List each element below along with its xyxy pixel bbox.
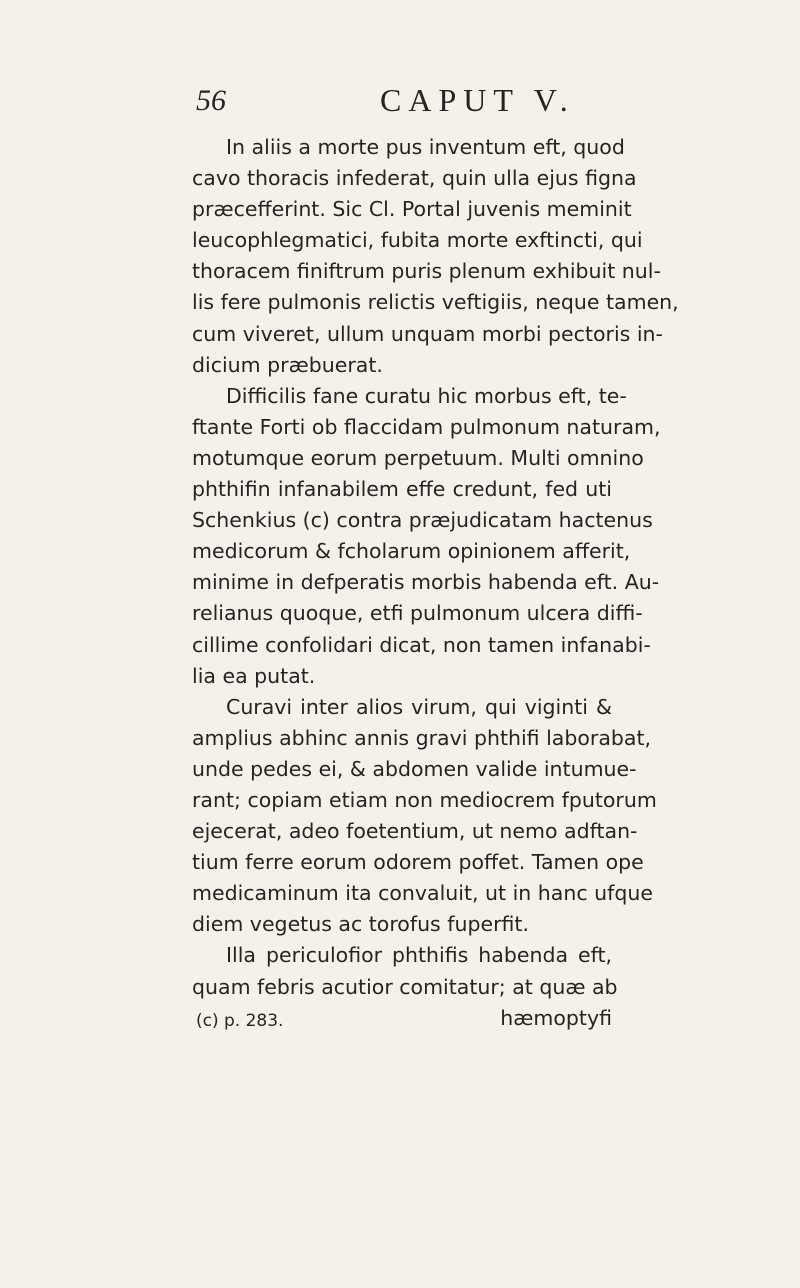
text-line: relianus quoque, etfi pulmonum ulcera diffi- [192, 601, 643, 626]
page-header [0, 82, 800, 122]
text-line: In aliis a morte pus inventum eft, quod [226, 135, 625, 159]
text-line: motumque eorum perpetuum. Multi omnino [192, 445, 644, 470]
text-line: tium ferre eorum odorem poffet. Tamen ope [192, 850, 644, 875]
text-line: præcefferint. Sic Cl. Portal juvenis meminit [192, 197, 632, 222]
text-line: dicium præbuerat. [192, 352, 383, 377]
text-line: minime in defperatis morbis habenda eft. Au- [192, 570, 660, 595]
text-line: phthifin infanabilem effe credunt, fed uti [192, 477, 612, 502]
text-line: quam febris acutior comitatur; at quæ ab [192, 974, 618, 999]
text-line: cavo thoracis infederat, quin ulla ejus figna [192, 166, 637, 191]
text-line: rant; copiam etiam non mediocrem fputorum [192, 787, 657, 812]
text-line: lia ea putat. [192, 663, 316, 688]
text-line: ftante Forti ob flaccidam pulmonum naturam, [192, 414, 661, 439]
body-text [192, 132, 679, 1034]
text-line: hæmoptyfi [500, 1005, 612, 1030]
text-line: medicaminum ita convaluit, ut in hanc ufque [192, 881, 653, 906]
text-line: Illa periculofior phthifis habenda eft, [226, 943, 612, 968]
text-line: medicorum & fcholarum opinionem afferit, [192, 539, 631, 564]
text-line: ejecerat, adeo foetentium, ut nemo adftan- [192, 819, 638, 844]
text-line: cum viveret, ullum unquam morbi pectoris in- [192, 321, 663, 346]
text-line: cillime confolidari dicat, non tamen infanabi- [192, 632, 651, 657]
text-line: amplius abhinc annis gravi phthifi laborabat, [192, 725, 652, 750]
text-line: Difficilis fane curatu hic morbus eft, te- [226, 383, 627, 408]
text-line: unde pedes ei, & abdomen valide intumue- [192, 756, 637, 781]
footnote: (c) p. 283. [196, 1011, 284, 1031]
text-line: lis fere pulmonis relictis veftigiis, neque tamen, [192, 290, 679, 315]
page-number: 56 [196, 84, 226, 117]
text-line: leucophlegmatici, fubita morte exftincti, qui [192, 228, 643, 253]
text-line: diem vegetus ac torofus fuperfit. [192, 912, 529, 937]
text-line: Curavi inter alios virum, qui viginti & [226, 694, 612, 719]
text-line: thoracem finiftrum puris plenum exhibuit nul- [192, 259, 661, 284]
running-head: CAPUT V. [380, 82, 575, 118]
text-line: Schenkius (c) contra præjudicatam hactenus [192, 508, 653, 533]
